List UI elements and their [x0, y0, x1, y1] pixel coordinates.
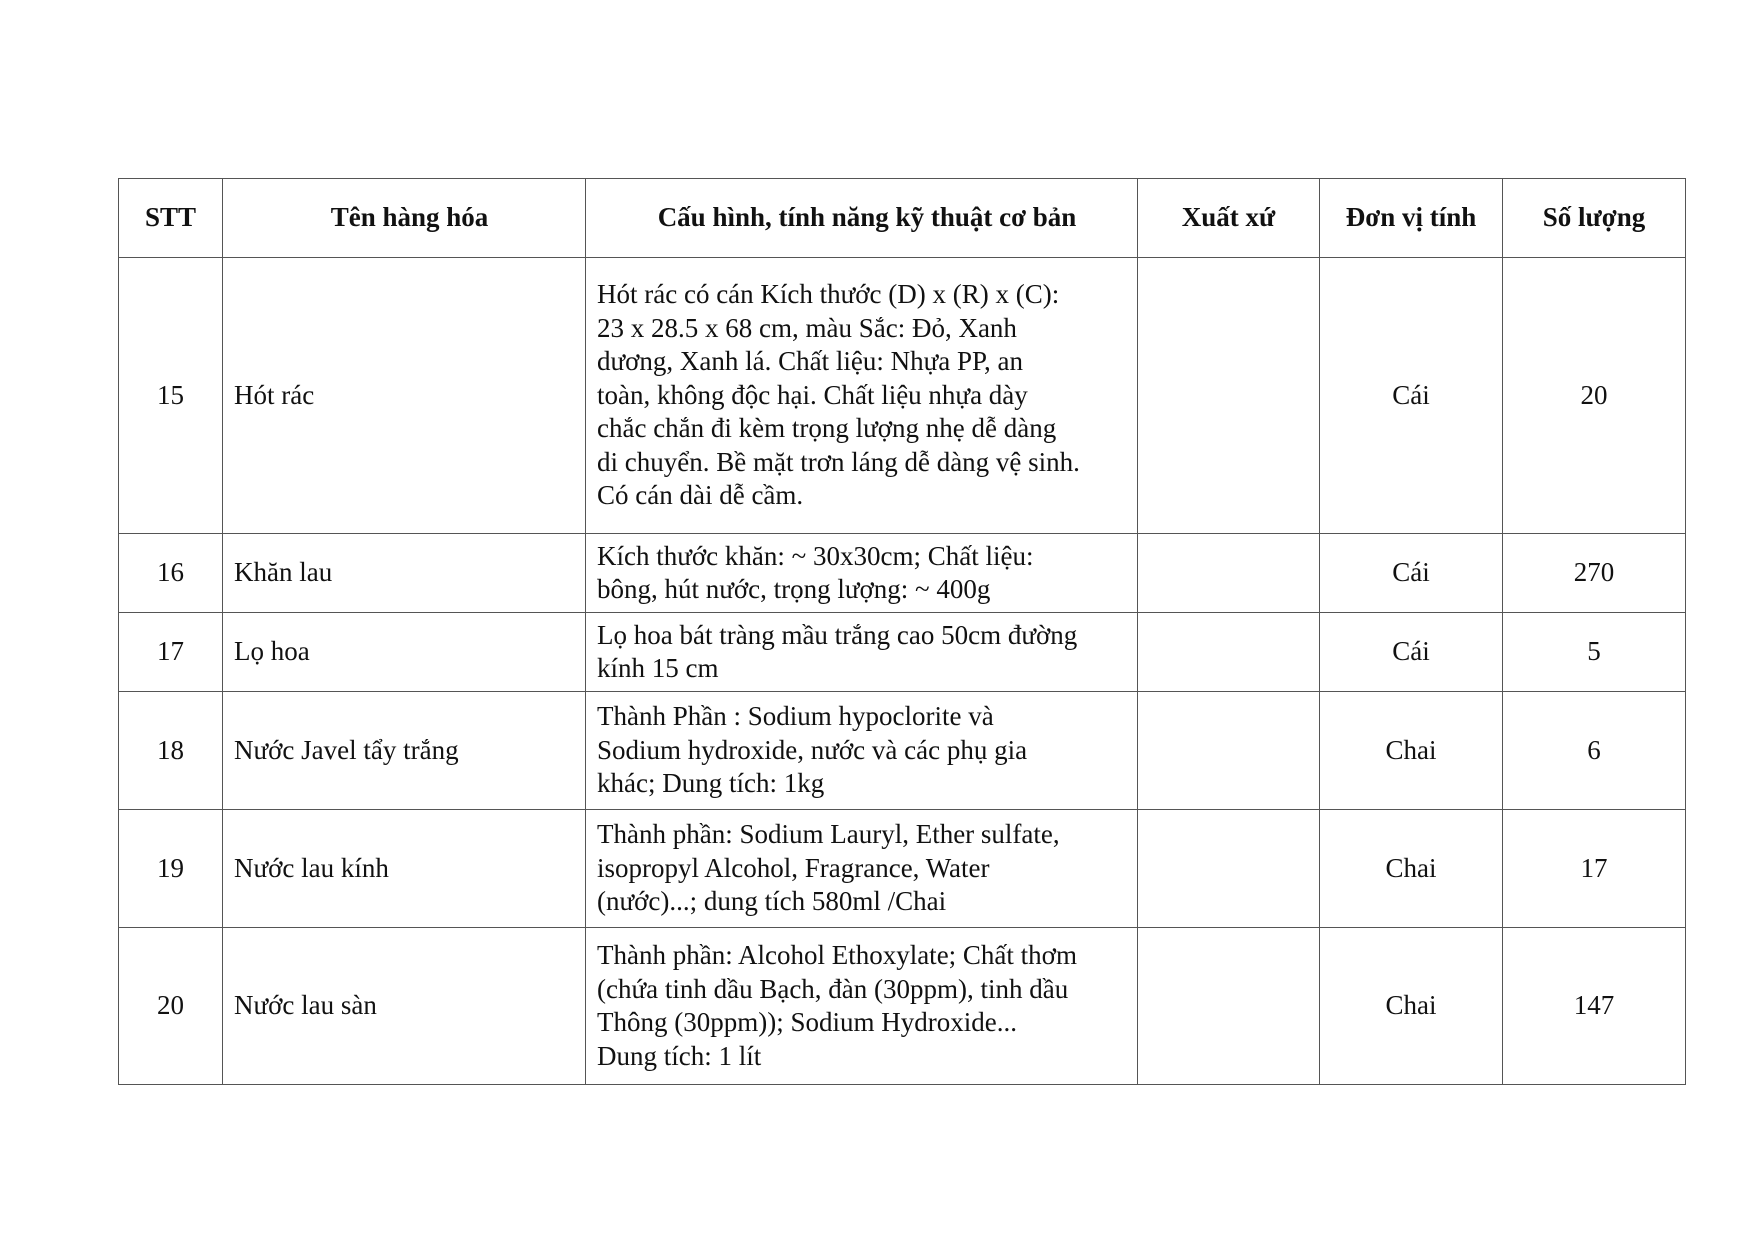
cell-qty: 17 [1503, 810, 1686, 928]
spec-line: Dung tích: 1 lít [597, 1040, 762, 1071]
header-unit: Đơn vị tính [1320, 179, 1503, 258]
table-row [119, 928, 1686, 1085]
table-header [119, 179, 1686, 258]
cell-unit: Chai [1320, 692, 1503, 810]
cell-name: Nước lau sàn [223, 928, 586, 1085]
header-row [119, 179, 1686, 258]
table-row [119, 613, 1686, 692]
spec-line: Thành Phần : Sodium hypoclorite và [597, 701, 994, 732]
table-row [119, 258, 1686, 534]
spec-line: Hót rác có cán Kích thước (D) x (R) x (C): [597, 279, 1060, 310]
spec-line: chắc chắn đi kèm trọng lượng nhẹ dễ dàng [597, 413, 1057, 444]
cell-spec [586, 534, 1138, 613]
spec-line: Sodium hydroxide, nước và các phụ gia [597, 734, 1028, 765]
spec-line: isopropyl Alcohol, Fragrance, Water [597, 852, 990, 883]
cell-unit: Cái [1320, 258, 1503, 534]
cell-qty: 147 [1503, 928, 1686, 1085]
cell-stt: 19 [119, 810, 223, 928]
cell-origin [1138, 810, 1320, 928]
cell-stt: 18 [119, 692, 223, 810]
header-qty: Số lượng [1503, 179, 1686, 258]
cell-qty: 270 [1503, 534, 1686, 613]
cell-spec [586, 692, 1138, 810]
spec-line: Thông (30ppm)); Sodium Hydroxide... [597, 1007, 1017, 1037]
cell-qty: 6 [1503, 692, 1686, 810]
cell-name: Lọ hoa [223, 613, 586, 692]
table-body [119, 258, 1686, 1085]
spec-line: (nước)...; dung tích 580ml /Chai [597, 886, 947, 917]
goods-table [118, 178, 1686, 1085]
spec-line: (chứa tinh dầu Bạch, đàn (30ppm), tinh dầu [597, 973, 1069, 1004]
cell-name: Nước lau kính [223, 810, 586, 928]
spec-line: bông, hút nước, trọng lượng: ~ 400g [597, 574, 991, 604]
cell-origin [1138, 613, 1320, 692]
spec-line: dương, Xanh lá. Chất liệu: Nhựa PP, an [597, 346, 1024, 377]
cell-origin [1138, 534, 1320, 613]
spec-line: Kích thước khăn: ~ 30x30cm; Chất liệu: [597, 540, 1034, 571]
cell-stt: 16 [119, 534, 223, 613]
spec-line: Thành phần: Alcohol Ethoxylate; Chất thơm [597, 940, 1077, 970]
cell-origin [1138, 692, 1320, 810]
table-row [119, 810, 1686, 928]
cell-spec [586, 613, 1138, 692]
spec-line: toàn, không độc hại. Chất liệu nhựa dày [597, 379, 1028, 410]
cell-spec [586, 810, 1138, 928]
cell-qty: 20 [1503, 258, 1686, 534]
header-spec: Cấu hình, tính năng kỹ thuật cơ bản [586, 179, 1138, 258]
header-origin: Xuất xứ [1138, 179, 1320, 258]
cell-origin [1138, 928, 1320, 1085]
header-stt: STT [119, 179, 223, 258]
cell-qty: 5 [1503, 613, 1686, 692]
cell-name: Hót rác [223, 258, 586, 534]
spec-line: di chuyển. Bề mặt trơn láng dễ dàng vệ sinh. [597, 446, 1080, 477]
spec-line: 23 x 28.5 x 68 cm, màu Sắc: Đỏ, Xanh [597, 312, 1017, 343]
spec-line: Lọ hoa bát tràng mầu trắng cao 50cm đường [597, 619, 1078, 650]
cell-unit: Cái [1320, 534, 1503, 613]
table-row [119, 692, 1686, 810]
cell-stt: 15 [119, 258, 223, 534]
cell-origin [1138, 258, 1320, 534]
cell-spec [586, 258, 1138, 534]
table-row [119, 534, 1686, 613]
header-name: Tên hàng hóa [223, 179, 586, 258]
cell-stt: 20 [119, 928, 223, 1085]
spec-line: Có cán dài dễ cầm. [597, 480, 804, 511]
cell-spec [586, 928, 1138, 1085]
cell-unit: Chai [1320, 928, 1503, 1085]
cell-unit: Cái [1320, 613, 1503, 692]
spec-line: kính 15 cm [597, 653, 719, 683]
cell-unit: Chai [1320, 810, 1503, 928]
cell-stt: 17 [119, 613, 223, 692]
spec-line: Thành phần: Sodium Lauryl, Ether sulfate, [597, 819, 1060, 850]
cell-name: Khăn lau [223, 534, 586, 613]
spec-line: khác; Dung tích: 1kg [597, 768, 825, 799]
cell-name: Nước Javel tẩy trắng [223, 692, 586, 810]
